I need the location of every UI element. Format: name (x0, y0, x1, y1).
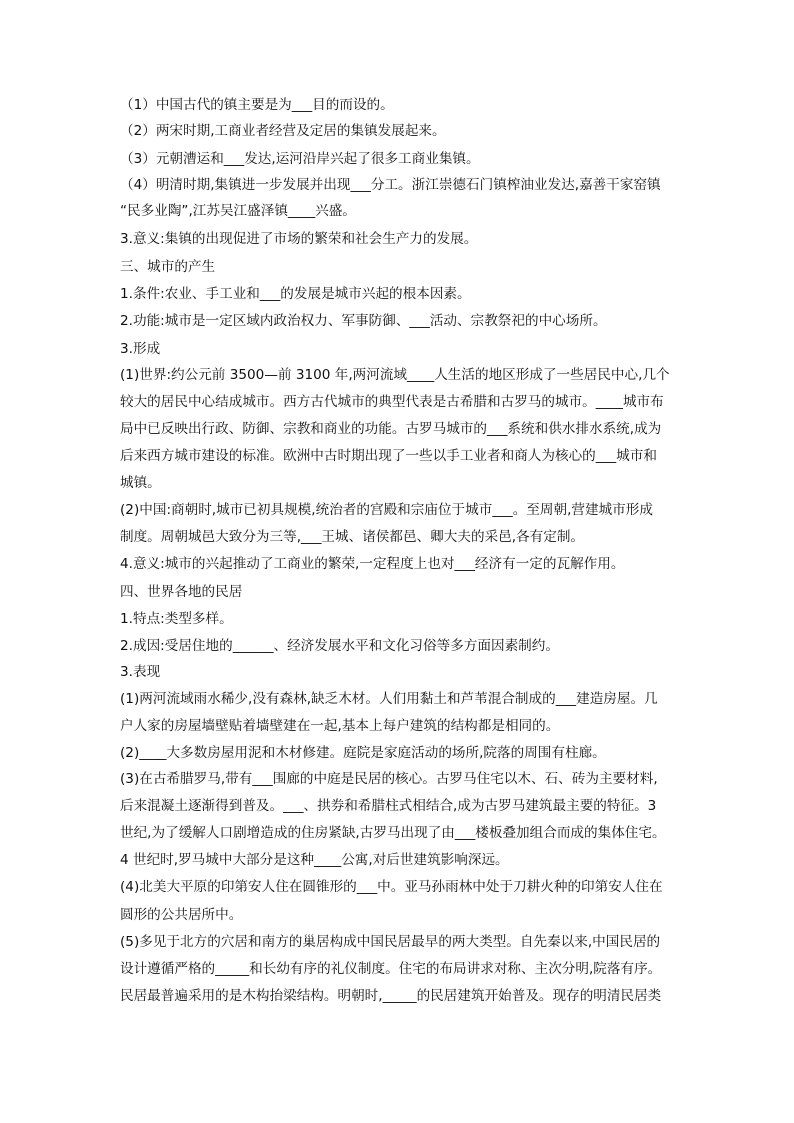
text-line: （2）两宋时期,工商业者经营及定居的集镇发展起来。 (120, 123, 446, 139)
text-line: 1.特点:类型多样。 (120, 611, 233, 627)
text-line: 圆形的公共居所中。 (120, 907, 243, 923)
text-line: 2.成因:受居住地的______、经济发展水平和文化习俗等多方面因素制约。 (120, 638, 559, 654)
text-line: (5)多见于北方的穴居和南方的巢居构成中国民居最早的两大类型。自先秦以来,中国民居的 (120, 934, 661, 950)
text-line: (1)世界:约公元前 3500—前 3100 年,两河流域____人生活的地区形成了一些居民中心,几个 (120, 367, 670, 383)
text-line: (1)两河流域雨水稀少,没有森林,缺乏木材。人们用黏土和芦苇混合制成的___建造房屋。几 (120, 691, 658, 707)
text-line: 3.形成 (120, 341, 161, 357)
text-line: 四、世界各地的民居 (120, 584, 243, 600)
text-line: 2.功能:城市是一定区域内政治权力、军事防御、___活动、宗教祭祀的中心场所。 (120, 313, 607, 329)
text-line: (2)中国:商朝时,城市已初具规模,统治者的宫殿和宗庙位于城市___。至周朝,营建城市形成 (120, 502, 653, 518)
text-line: “民多业陶”,江苏吴江盛泽镇____兴盛。 (120, 203, 356, 219)
text-line: 民居最普遍采用的是木构抬梁结构。明朝时,_____的民居建筑开始普及。现存的明清民居类 (120, 988, 662, 1004)
text-line: (2)____大多数房屋用泥和木材修建。庭院是家庭活动的场所,院落的周围有柱廊。 (120, 745, 606, 761)
text-line: 后来混凝土逐渐得到普及。___、拱券和希腊柱式相结合,成为古罗马建筑最主要的特征。3 (120, 798, 657, 814)
text-line: 世纪,为了缓解人口剧增造成的住房紧缺,古罗马出现了由___楼板叠加组合而成的集体住宅。 (120, 825, 666, 841)
text-line: 局中已反映出行政、防御、宗教和商业的功能。古罗马城市的___系统和供水排水系统,成为 (120, 421, 662, 437)
text-line: 城镇。 (120, 475, 161, 491)
text-line: （1）中国古代的镇主要是为___目的而设的。 (120, 97, 394, 113)
text-line: 3.意义:集镇的出现促进了市场的繁荣和社会生产力的发展。 (120, 231, 478, 247)
text-line: 4 世纪时,罗马城中大部分是这种____公寓,对后世建筑影响深远。 (120, 852, 509, 868)
text-line: （3）元朝漕运和___发达,运河沿岸兴起了很多工商业集镇。 (120, 151, 480, 167)
text-line: 较大的居民中心结成城市。西方古代城市的典型代表是古希腊和古罗马的城市。____城市布 (120, 394, 664, 410)
text-line: 1.条件:农业、手工业和___的发展是城市兴起的根本因素。 (120, 286, 471, 302)
text-line: 三、城市的产生 (120, 259, 216, 275)
text-line: (3)在古希腊罗马,带有___围廊的中庭是民居的核心。古罗马住宅以木、石、砖为主要材料, (120, 771, 658, 787)
text-line: (4)北美大平原的印第安人住在圆锥形的___中。亚马孙雨林中处于刀耕火种的印第安人住在 (120, 879, 663, 895)
text-line: 制度。周朝城邑大致分为三等,___王城、诸侯都邑、卿大夫的采邑,各有定制。 (120, 529, 585, 545)
text-line: 后来西方城市建设的标准。欧洲中古时期出现了一些以手工业者和商人为核心的___城市和 (120, 448, 657, 464)
text-line: （4）明清时期,集镇进一步发展并出现___分工。浙江崇德石门镇榨油业发达,嘉善干家窑镇 (120, 177, 661, 193)
text-line: 户人家的房屋墙壁贴着墙壁建在一起,基本上每户建筑的结构都是相同的。 (120, 718, 560, 734)
text-line: 3.表现 (120, 664, 161, 680)
text-line: 设计遵循严格的_____和长幼有序的礼仪制度。住宅的布局讲求对称、主次分明,院落有序。 (120, 961, 662, 977)
text-line: 4.意义:城市的兴起推动了工商业的繁荣,一定程度上也对___经济有一定的瓦解作用。 (120, 556, 625, 572)
